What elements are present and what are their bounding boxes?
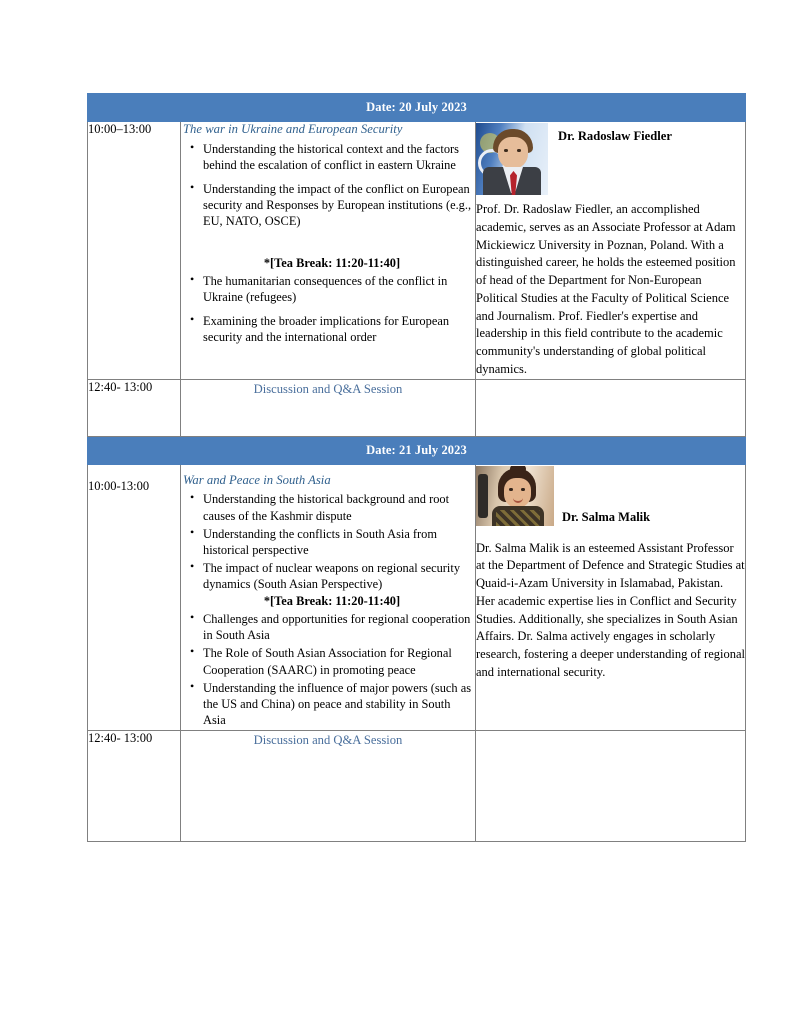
speaker-name-day1: Dr. Radoslaw Fiedler xyxy=(558,129,672,143)
list-item: • Challenges and opportunities for regional cooperation in South Asia xyxy=(203,611,475,643)
list-item: • Understanding the historical background and root causes of the Kashmir dispute xyxy=(203,491,475,523)
session-row-day1 xyxy=(88,122,746,380)
date-banner-text-day1: Date: 20 July 2023 xyxy=(366,100,467,114)
discussion-time-cell-day1 xyxy=(88,379,181,436)
date-banner-text-day2: Date: 21 July 2023 xyxy=(366,442,467,457)
session-topic-cell-day1 xyxy=(181,122,476,380)
speaker-photo-radoslaw-fiedler xyxy=(476,123,548,195)
session-bullets-after-break-day2 xyxy=(181,611,475,728)
discussion-time-day1: 12:40- 13:00 xyxy=(88,379,153,394)
list-item: • The humanitarian consequences of the conflict in Ukraine (refugees) xyxy=(203,273,475,305)
list-item: • Understanding the influence of major powers (such as the US and China) on peace and stability in South Asia xyxy=(203,680,475,728)
tea-break-note-day2: *[Tea Break: 11:20-11:40] xyxy=(263,594,401,609)
session-time-cell-day1 xyxy=(88,122,181,380)
date-banner-row-day2 xyxy=(88,436,746,464)
session-row-day2 xyxy=(88,464,746,731)
session-time-day1: 10:00–13:00 xyxy=(88,122,152,136)
session-title-day2: War and Peace in South Asia xyxy=(183,472,331,487)
speaker-cell-day1 xyxy=(476,122,746,380)
session-bullets-after-break-day1 xyxy=(181,273,475,346)
date-banner-cell-day2 xyxy=(88,436,746,464)
speaker-header-day2 xyxy=(476,465,745,528)
list-item: • The Role of South Asian Association for Regional Cooperation (SAARC) in promoting peace xyxy=(203,645,475,677)
discussion-label-day2: Discussion and Q&A Session xyxy=(253,733,403,747)
speaker-photo-salma-malik xyxy=(476,466,554,526)
discussion-row-day1 xyxy=(88,379,746,436)
session-bullets-before-break-day2 xyxy=(181,491,475,592)
date-banner-row-day1 xyxy=(88,94,746,122)
schedule-table xyxy=(87,93,746,842)
speaker-header-day1 xyxy=(476,122,745,197)
list-item: • Examining the broader implications for European security and the international order xyxy=(203,313,475,345)
speaker-cell-day2 xyxy=(476,464,746,731)
discussion-time-day2: 12:40- 13:00 xyxy=(88,731,153,745)
tea-break-note-day1: *[Tea Break: 11:20-11:40] xyxy=(263,255,401,270)
discussion-label-day1: Discussion and Q&A Session xyxy=(253,381,403,396)
discussion-speaker-cell-day2 xyxy=(476,731,746,842)
speaker-name-day2: Dr. Salma Malik xyxy=(562,509,651,524)
list-item: • The impact of nuclear weapons on regional security dynamics (South Asian Perspective) xyxy=(203,560,475,592)
session-bullets-before-break-day1 xyxy=(181,141,475,230)
discussion-speaker-cell-day1 xyxy=(476,379,746,436)
discussion-row-day2 xyxy=(88,731,746,842)
date-banner-cell-day1 xyxy=(88,94,746,122)
speaker-bio-day2: Dr. Salma Malik is an esteemed Assistant Professor at the Department of Defence and Strategic Studies at Quaid-i-Azam University in Islamabad, Pakistan. Her academic expertise lies in Conflict and Security Studies. Additionally, she specializes in South Asian Affairs. Dr. Salma actively engages in scholarly research, fostering a deeper understanding of regional and international security. xyxy=(476,540,745,679)
discussion-label-cell-day2 xyxy=(181,731,476,842)
session-time-day2: 10:00-13:00 xyxy=(88,478,150,493)
list-item: • Understanding the historical context and the factors behind the escalation of conflict in eastern Ukraine xyxy=(203,141,475,173)
speaker-bio-day1: Prof. Dr. Radoslaw Fiedler, an accomplished academic, serves as an Associate Professor at Adam Mickiewicz University in Poznan, Poland. With a distinguished career, he holds the esteemed position of head of the Department for Non-European Political Studies at the Faculty of Political Science and Journalism. Prof. Fiedler's expertise and leadership in this field contribute to the academic community's understanding of global political dynamics. xyxy=(476,202,736,376)
discussion-label-cell-day1 xyxy=(181,379,476,436)
session-title-day1: The war in Ukraine and European Security xyxy=(183,122,403,136)
discussion-time-cell-day2 xyxy=(88,731,181,842)
list-item: • Understanding the conflicts in South Asia from historical perspective xyxy=(203,526,475,558)
list-item: • Understanding the impact of the conflict on European security and Responses by European institutions (e.g., EU, NATO, OSCE) xyxy=(203,181,475,229)
session-topic-cell-day2 xyxy=(181,464,476,731)
session-time-cell-day2 xyxy=(88,464,181,731)
